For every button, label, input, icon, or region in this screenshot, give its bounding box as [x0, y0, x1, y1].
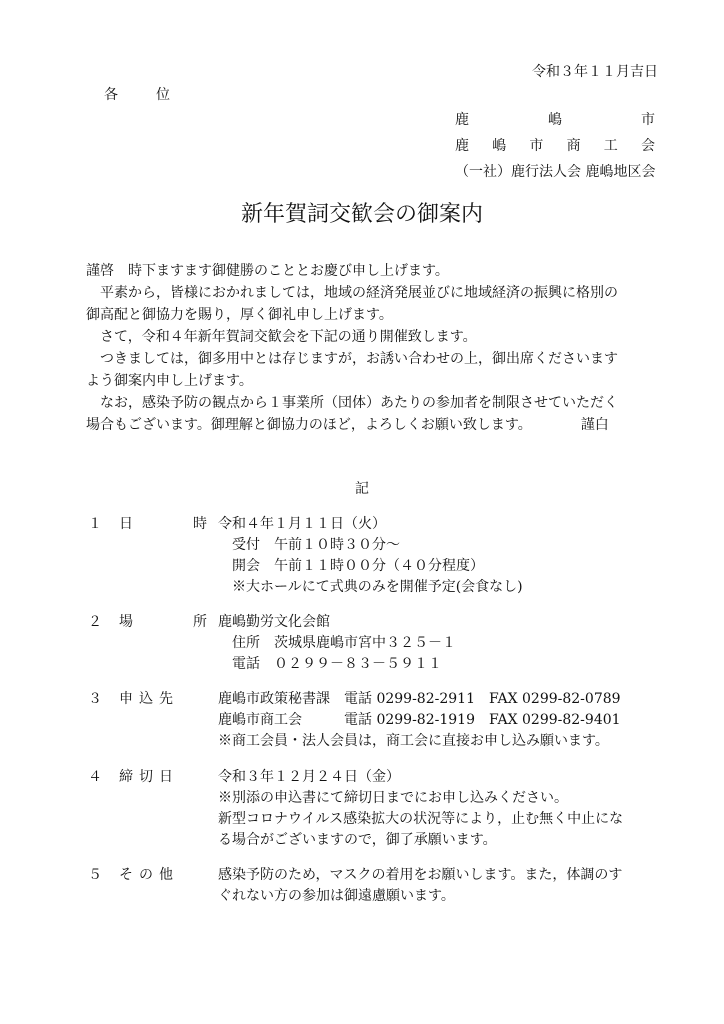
- detail-item-venue: [88, 612, 668, 675]
- sender-char: 商: [566, 138, 581, 154]
- item-content: [218, 865, 658, 907]
- item-line: 住所 茨城県鹿嶋市宮中３２５－１: [218, 635, 456, 651]
- item-content: [218, 767, 658, 851]
- item-label: [119, 514, 207, 535]
- sender-char: 嶋: [492, 138, 507, 154]
- item-label-char: 日: [119, 516, 133, 532]
- item-label: [119, 612, 207, 633]
- body-line: なお，感染予防の観点から１事業所（団体）あたりの参加者を制限させていただく: [86, 395, 618, 411]
- item-line: る場合がございますので，御了承願います。: [218, 832, 497, 848]
- addressee: [104, 86, 208, 104]
- document-title: 新年賀詞交歓会の御案内: [240, 202, 483, 227]
- item-line: ※大ホールにて式典のみを開催予定(会食なし): [218, 579, 523, 595]
- item-label-char: 切: [139, 769, 153, 785]
- sender-chamber-of-commerce: [455, 137, 655, 155]
- item-label: [119, 865, 173, 886]
- item-line: ※商工会員・法人会員は，商工会に直接お申し込み願います。: [218, 733, 609, 749]
- sender-char: 鹿: [455, 138, 469, 154]
- item-line: 令和３年１２月２４日（金）: [218, 769, 400, 785]
- item-number: ２: [88, 614, 102, 630]
- detail-item-applications: [88, 689, 668, 752]
- item-label-char: そ: [119, 867, 133, 883]
- body-line: つきましては，御多用中とは存じますが，お誘い合わせの上，御出席くださいます: [86, 351, 618, 367]
- item-label-char: 締: [119, 769, 133, 785]
- item-line: 受付 午前１０時３０分～: [218, 537, 400, 553]
- item-label-char: 先: [159, 691, 173, 707]
- item-label: [119, 689, 173, 710]
- sender-char: 会: [640, 138, 655, 154]
- letter-body: [86, 260, 666, 436]
- item-line: 鹿嶋勤労文化会館: [218, 614, 330, 630]
- item-label-char: 場: [119, 614, 133, 630]
- sender-corporation-association: （一社）鹿行法人会 鹿嶋地区会: [455, 164, 656, 180]
- item-line: 開会 午前１１時００分（４０分程度）: [218, 558, 484, 574]
- item-label: [119, 767, 173, 788]
- sender-char: 鹿: [455, 112, 469, 128]
- body-line: 謹啓 時下ますます御健勝のこととお慶び申し上げます。: [86, 263, 449, 279]
- item-label-char: 所: [193, 614, 207, 630]
- sender-kashima-city: [455, 111, 655, 129]
- item-label-char: 他: [159, 867, 173, 883]
- item-label-char: 申: [119, 691, 133, 707]
- body-line: よう御案内申し上げます。: [86, 373, 253, 389]
- item-line: 感染予防のため，マスクの着用をお願いします。また，体調のす: [218, 867, 623, 883]
- item-line: 鹿嶋市政策秘書課 電話 0299-82-2911 FAX 0299-82-0789: [218, 691, 621, 707]
- ki-heading: 記: [355, 481, 369, 497]
- body-line: 場合もございます。御理解と御協力のほど，よろしくお願い致します。 謹白: [86, 417, 609, 433]
- body-line: 御高配と御協力を賜り，厚く御礼申し上げます。: [86, 307, 393, 323]
- addressee-char: 位: [156, 87, 170, 103]
- detail-item-datetime: [88, 514, 668, 598]
- item-line: 令和４年１月１１日（火）: [218, 516, 386, 532]
- detail-item-other: [88, 865, 668, 907]
- issue-date: 令和３年１１月吉日: [532, 64, 658, 80]
- item-content: [218, 514, 658, 598]
- sender-char: 嶋: [548, 112, 562, 128]
- item-line: ※別添の申込書にて締切日までにお申し込みください。: [218, 790, 568, 806]
- addressee-char: 各: [104, 87, 118, 103]
- item-number: ５: [88, 867, 102, 883]
- item-number: １: [88, 516, 102, 532]
- body-line: 平素から，皆様におかれましては，地域の経済発展並びに地域経済の振興に格別の: [86, 285, 618, 301]
- body-line: さて，令和４年新年賀詞交歓会を下記の通り開催致します。: [86, 329, 477, 345]
- item-number: ４: [88, 769, 102, 785]
- sender-char: 市: [529, 138, 544, 154]
- senders-block: [455, 111, 655, 189]
- item-line: 電話 ０２９９－８３－５９１１: [218, 656, 442, 672]
- detail-item-deadline: [88, 767, 668, 851]
- item-label-char: の: [139, 867, 153, 883]
- item-line: 鹿嶋市商工会 電話 0299-82-1919 FAX 0299-82-9401: [218, 712, 621, 728]
- item-line: ぐれない方の参加は御遠慮願います。: [218, 888, 455, 904]
- item-line: 新型コロナウイルス感染拡大の状況等により，止む無く中止にな: [218, 811, 624, 827]
- sender-char: 工: [603, 138, 618, 154]
- item-label-char: 日: [159, 769, 173, 785]
- sender-char: 市: [641, 112, 655, 128]
- item-label-char: 時: [193, 516, 207, 532]
- item-label-char: 込: [139, 691, 153, 707]
- item-content: [218, 612, 658, 675]
- item-content: [218, 689, 658, 752]
- item-number: ３: [88, 691, 102, 707]
